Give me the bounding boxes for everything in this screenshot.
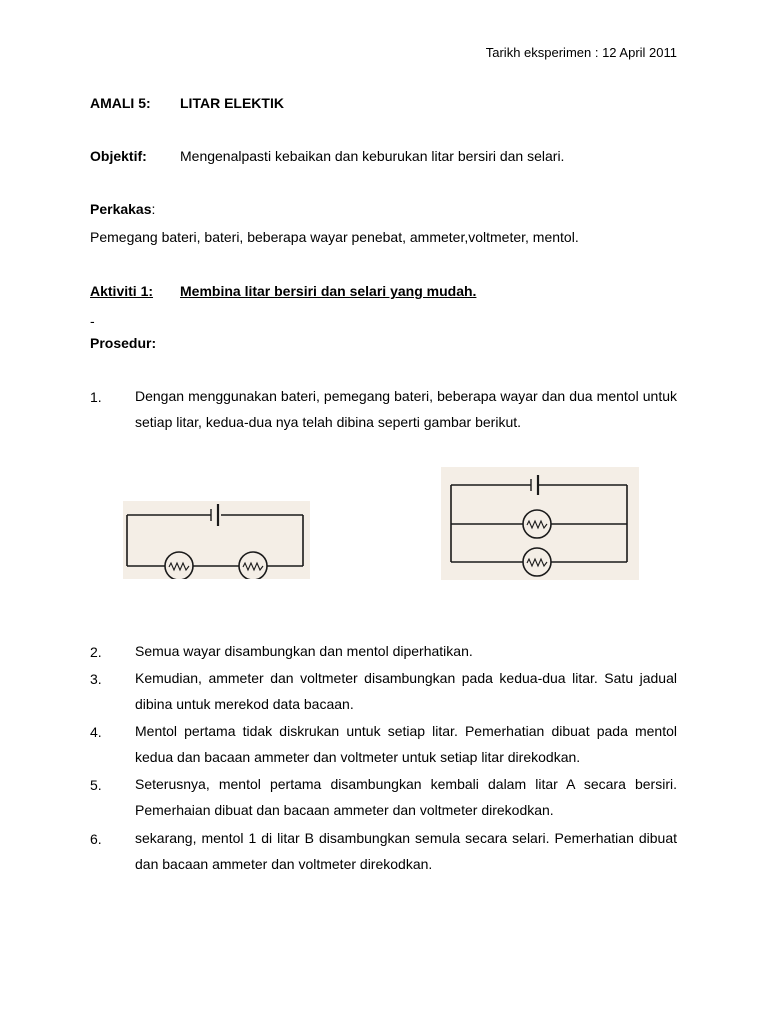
practical-number: AMALI 5: — [90, 95, 151, 111]
step-text: Semua wayar disambungkan dan mentol diperhatikan. — [135, 643, 473, 659]
objective-text: Mengenalpasti kebaikan dan keburukan litar bersiri dan selari. — [180, 148, 565, 164]
objective-label: Objektif: — [90, 148, 147, 164]
step-text: Dengan menggunakan bateri, pemegang bateri, beberapa wayar dan dua mentol untuk setiap litar, kedua-dua nya telah dibina seperti gambar berikut. — [135, 388, 677, 430]
step-number: 1. — [90, 389, 102, 405]
series-circuit-diagram — [123, 501, 310, 579]
apparatus-colon: : — [151, 201, 156, 217]
page-title: LITAR ELEKTIK — [180, 95, 284, 111]
step-number: 2. — [90, 644, 102, 660]
step-number: 5. — [90, 777, 102, 793]
series-circuit-svg — [123, 501, 310, 579]
apparatus-text: Pemegang bateri, bateri, beberapa wayar penebat, ammeter,voltmeter, mentol. — [90, 229, 579, 245]
apparatus-label: Perkakas — [90, 201, 152, 217]
step-number: 4. — [90, 724, 102, 740]
step-number: 3. — [90, 671, 102, 687]
apparatus-heading — [90, 201, 155, 217]
procedure-heading: Prosedur: — [90, 335, 157, 351]
step-text: Mentol pertama tidak diskrukan untuk setiap litar. Pemerhatian dibuat pada mentol kedua dan bacaan ammeter dan voltmeter untuk setiap litar direkodkan. — [135, 723, 677, 765]
parallel-circuit-svg — [441, 467, 639, 580]
activity-label: Aktiviti 1: — [90, 283, 154, 299]
parallel-circuit-diagram — [441, 467, 639, 580]
step-text: Kemudian, ammeter dan voltmeter disambungkan pada kedua-dua litar. Satu jadual dibina untuk merekod data bacaan. — [135, 670, 677, 712]
step-text: sekarang, mentol 1 di litar B disambungkan semula secara selari. Pemerhatian dibuat dan bacaan ammeter dan voltmeter direkodkan. — [135, 830, 677, 872]
step-text: Seterusnya, mentol pertama disambungkan kembali dalam litar A secara bersiri. Pemerhaian dibuat dan bacaan ammeter dan voltmeter direkodkan. — [135, 776, 677, 818]
experiment-date: Tarikh eksperimen : 12 April 2011 — [485, 45, 677, 60]
dash-mark: - — [90, 313, 95, 329]
step-number: 6. — [90, 831, 102, 847]
activity-title: Membina litar bersiri dan selari yang mudah. — [180, 283, 477, 299]
